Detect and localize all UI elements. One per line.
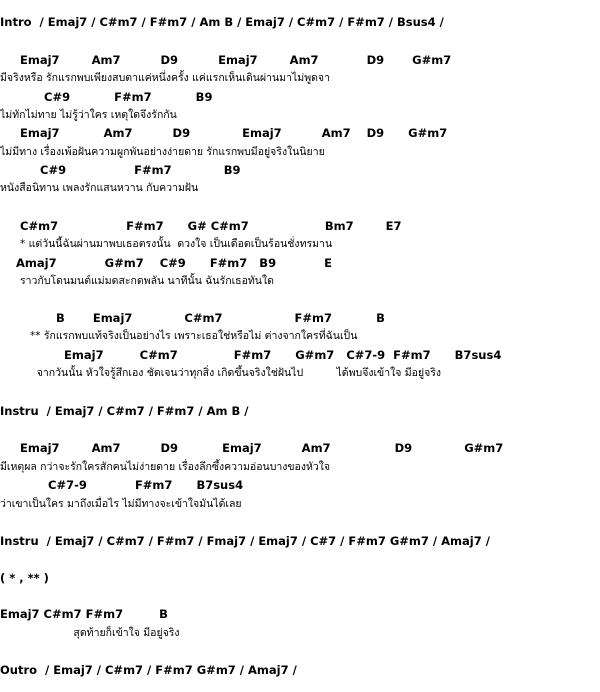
chord-line: Emaj7 C#m7 F#m7 G#m7 C#7-9 F#m7 B7sus4	[0, 348, 502, 362]
lyric-line: มีจริงหรือ รักแรกพบเพียงสบตาแค่หนึ่งครั้ง แค่แรกเห็นเดินผ่านมาไม่พูดจา	[0, 72, 330, 84]
lyric-line: หนังสือนิทาน เพลงรักแสนหวาน กับความฝัน	[0, 182, 199, 194]
ending-lyric-line: สุดท้ายก็เข้าใจ มีอยู่จริง	[0, 627, 180, 639]
intro-line: Intro / Emaj7 / C#m7 / F#m7 / Am B / Emaj7 / C#m7 / F#m7 / Bsus4 /	[0, 15, 444, 29]
chorus-lyric-line: * แต่วันนี้ฉันผ่านมาพบเธอตรงนั้น ดวงใจ เป็นเดือดเป็นร้อนชั่งทรมาน	[0, 238, 333, 250]
chord-line: Emaj7 C#m7 F#m7 B	[0, 607, 168, 621]
chord-line: Amaj7 G#m7 C#9 F#m7 B9 E	[0, 256, 332, 270]
hook-lyric-line: จากวันนั้น หัวใจรู้สึกเอง ชัดเจนว่าทุกสิ่ง เกิดขึ้นจริงใช่ฝันไป ได้พบจึงเข้าใจ มีอยู่จริง	[0, 367, 442, 379]
chord-line: Emaj7 Am7 D9 Emaj7 Am7 D9 G#m7	[0, 53, 452, 67]
chord-line: B Emaj7 C#m7 F#m7 B	[0, 311, 385, 325]
chord-line: C#9 F#m7 B9	[0, 163, 241, 177]
outro-line: Outro / Emaj7 / C#m7 / F#m7 G#m7 / Amaj7 /	[0, 663, 297, 677]
repeat-marker: ( * , ** )	[0, 571, 49, 585]
lyric-line: ไม่มีทาง เรื่องเพ้อฝันความผูกพันอย่างง่ายดาย รักแรกพบมีอยู่จริงในนิยาย	[0, 146, 325, 158]
instru-line: Instru / Emaj7 / C#m7 / F#m7 / Fmaj7 / Emaj7 / C#7 / F#m7 G#m7 / Amaj7 /	[0, 534, 490, 548]
chord-line: Emaj7 Am7 D9 Emaj7 Am7 D9 G#m7	[0, 441, 504, 455]
lyric-line: ไม่ทักไม่ทาย ไม่รู้ว่าใคร เหตุใดจึงรักกัน	[0, 109, 177, 121]
chord-line: Emaj7 Am7 D9 Emaj7 Am7 D9 G#m7	[0, 126, 448, 140]
chorus-lyric-line: ราวกับโดนมนต์แม่มดสะกดพลัน นาทีนั้น ฉันรักเธอทันใด	[0, 275, 274, 287]
lyric-line: ว่าเขาเป็นใคร มาถึงเมื่อไร ไม่มีทางจะเข้าใจมันได้เลย	[0, 498, 242, 510]
lyric-line: มีเหตุผล กว่าจะรักใครสักคนไม่ง่ายดาย เรื่องลึกซึ้งความอ่อนบางของหัวใจ	[0, 461, 331, 473]
chord-line: C#7-9 F#m7 B7sus4	[0, 478, 244, 492]
chord-line: C#m7 F#m7 G# C#m7 Bm7 E7	[0, 219, 402, 233]
instru-line: Instru / Emaj7 / C#m7 / F#m7 / Am B /	[0, 404, 249, 418]
chord-line: C#9 F#m7 B9	[0, 90, 213, 104]
hook-lyric-line: ** รักแรกพบแท้จริงเป็นอย่างไร เพราะเธอใช่หรือไม่ ต่างจากใครที่ฉันเป็น	[0, 330, 358, 342]
